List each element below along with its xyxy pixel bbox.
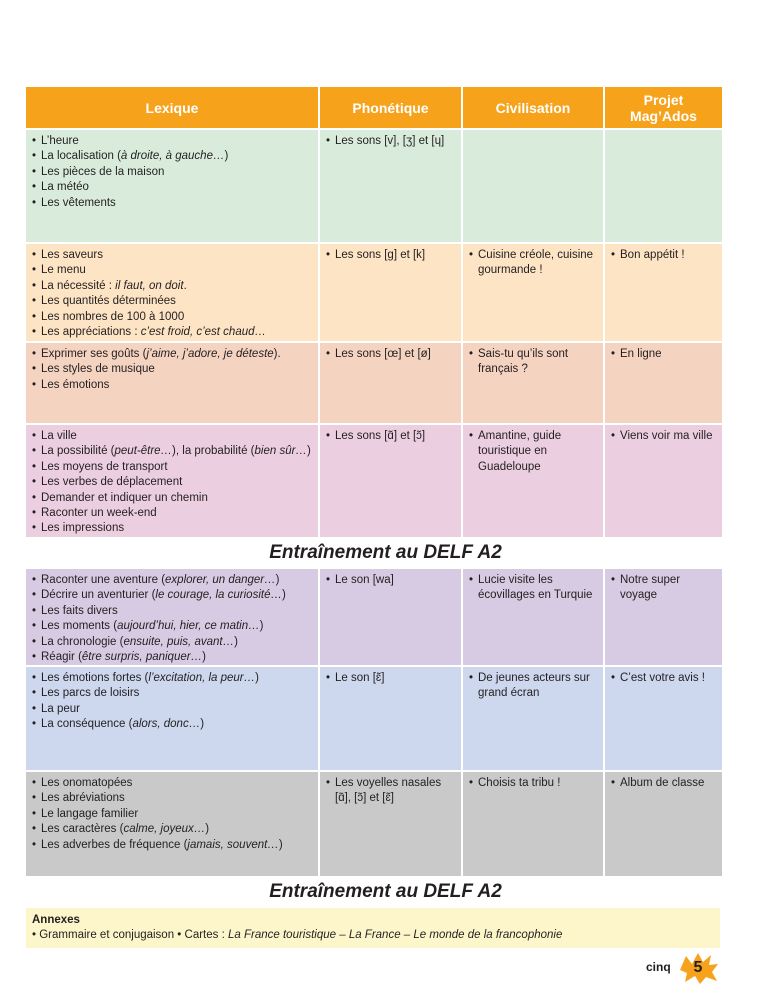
cell-phonetique [320, 343, 461, 423]
text-fragment: Les appréciations : [41, 326, 141, 339]
list-item: • Sais-tu qu’ils sont français ? [469, 347, 597, 378]
list-item: • Les verbes de déplacement [32, 475, 312, 490]
list-item: • Les saveurs [32, 248, 312, 263]
header-projet-line2: Mag’Ados [630, 107, 697, 124]
list-item: • Les abréviations [32, 791, 312, 806]
annexes-item-maps: La France touristique – La France – Le monde de la francophonie [228, 929, 563, 941]
bullet-list [32, 573, 312, 665]
list-item: • Lucie visite les écovillages en Turquie [469, 573, 597, 604]
bullet-list [611, 671, 716, 686]
cell-projet [605, 130, 722, 242]
bullet-list [326, 134, 455, 149]
table-header [26, 87, 720, 128]
list-item: • Raconter un week-end [32, 506, 312, 521]
list-item: • Les vêtements [32, 196, 312, 211]
delf-title-1: Entraînement au DELF A2 [269, 542, 502, 563]
text-fragment: aujourd’hui, hier, ce matin… [117, 620, 260, 633]
list-item [32, 671, 312, 686]
text-fragment: ). [273, 348, 281, 360]
cell-lexique [26, 425, 318, 537]
list-item [32, 149, 312, 164]
cell-lexique [26, 569, 318, 665]
annexes-box [26, 908, 720, 948]
cell-lexique [26, 343, 318, 423]
bullet-list [32, 134, 312, 211]
list-item [32, 650, 312, 665]
list-item: • Les impressions [32, 521, 312, 536]
text-fragment: ), la probabilité ( [172, 445, 255, 458]
cell-civilisation [463, 343, 603, 423]
bullet-list [326, 429, 455, 444]
annexes-item-grammar: Grammaire et conjugaison [39, 929, 175, 941]
text-fragment: Exprimer ses goûts ( [41, 348, 147, 360]
cell-civilisation [463, 772, 603, 876]
cell-civilisation [463, 130, 603, 242]
list-item [32, 717, 312, 732]
text-fragment: calme, joyeux… [123, 823, 206, 836]
cell-lexique [26, 244, 318, 341]
cell-projet [605, 569, 722, 665]
bullet-list [611, 776, 716, 791]
text-fragment: Les caractères ( [41, 823, 124, 836]
text-fragment: Réagir ( [41, 651, 82, 664]
text-fragment: peut-être… [114, 445, 173, 458]
bullet-list [326, 248, 455, 263]
annexes-title: Annexes [32, 914, 80, 926]
header-civilisation: Civilisation [463, 87, 603, 128]
text-fragment: Les adverbes de fréquence ( [41, 838, 188, 851]
list-item: • Le son [wa] [326, 573, 455, 588]
text-fragment: à droite, à gauche… [120, 150, 225, 163]
text-fragment: jamais, souvent… [187, 838, 279, 851]
text-fragment: être surpris, paniquer… [81, 651, 203, 664]
list-item [32, 325, 312, 340]
cell-lexique [26, 772, 318, 876]
cell-phonetique [320, 569, 461, 665]
text-fragment: ) [275, 574, 280, 586]
list-item: • Les sons [v], [ʒ] et [ɥ] [326, 134, 455, 149]
text-fragment: ensuite, puis, avant… [123, 635, 235, 648]
units-block-1 [26, 130, 720, 537]
list-item: • Les sons [g] et [k] [326, 248, 455, 263]
text-fragment: ) [234, 635, 238, 648]
bullet-list [326, 776, 455, 807]
bullet-list [326, 573, 455, 588]
text-fragment: alors, donc… [132, 718, 201, 731]
bullet-list [326, 347, 455, 362]
list-item: • Les onomatopées [32, 776, 312, 791]
header-phonetique: Phonétique [320, 87, 461, 128]
cell-projet [605, 425, 722, 537]
list-item [32, 822, 312, 837]
bullet-list [611, 429, 716, 444]
bullet-list [32, 429, 312, 537]
units-block-2 [26, 569, 720, 876]
list-item: • La ville [32, 429, 312, 444]
list-item: • Les émotions [32, 378, 312, 393]
list-item: • Amantine, guide touristique en Guadeloupe [469, 429, 597, 475]
text-fragment: ) [281, 589, 286, 602]
header-lexique: Lexique [26, 87, 318, 128]
cell-phonetique [320, 667, 461, 770]
text-fragment: Décrire un aventurier ( [41, 589, 156, 602]
cell-civilisation [463, 667, 603, 770]
list-item: • Le son [ɛ̃] [326, 671, 455, 686]
list-item [32, 573, 312, 588]
bullet-list [469, 776, 597, 791]
list-item [32, 635, 312, 650]
bullet-list [469, 248, 597, 279]
cell-lexique [26, 667, 318, 770]
text-fragment: La localisation ( [41, 150, 121, 163]
bullet-list [469, 573, 597, 604]
header-projet [605, 87, 722, 128]
cell-civilisation [463, 569, 603, 665]
bullet-list [469, 429, 597, 475]
text-fragment: ) [255, 672, 259, 684]
annexes-content: • Grammaire et conjugaison • Cartes : La France touristique – La France – Le monde de la francophonie [32, 929, 563, 941]
text-fragment: La conséquence ( [41, 718, 133, 731]
cell-projet [605, 772, 722, 876]
cell-lexique [26, 130, 318, 242]
text-fragment: ) [278, 838, 283, 851]
list-item: • Les nombres de 100 à 1000 [32, 310, 312, 325]
cell-phonetique [320, 425, 461, 537]
list-item: • C’est votre avis ! [611, 671, 716, 686]
cell-phonetique [320, 130, 461, 242]
list-item: • Les pièces de la maison [32, 165, 312, 180]
text-fragment: . [183, 279, 187, 292]
list-item: • Album de classe [611, 776, 716, 791]
text-fragment: Les émotions fortes ( [41, 672, 149, 684]
cell-civilisation [463, 244, 603, 341]
cell-civilisation [463, 425, 603, 537]
text-fragment: il faut, on doit [115, 279, 184, 292]
list-item [32, 838, 312, 853]
list-item: • Viens voir ma ville [611, 429, 716, 444]
bullet-list [611, 248, 716, 263]
list-item [32, 444, 312, 459]
list-item: • Demander et indiquer un chemin [32, 491, 312, 506]
list-item: • L’heure [32, 134, 312, 149]
list-item: • Les quantités déterminées [32, 294, 312, 309]
list-item [32, 619, 312, 634]
list-item: • Les faits divers [32, 604, 312, 619]
header-projet-line1: Projet [643, 91, 684, 108]
text-fragment: j’aime, j’adore, je déteste [146, 348, 274, 360]
text-fragment: c’est froid, c’est chaud… [140, 326, 267, 339]
text-fragment: La nécessité : [41, 279, 116, 292]
cell-phonetique [320, 244, 461, 341]
text-fragment: La possibilité ( [41, 445, 115, 458]
list-item: • Les parcs de loisirs [32, 686, 312, 701]
list-item: • De jeunes acteurs sur grand écran [469, 671, 597, 702]
list-item: • Le menu [32, 263, 312, 278]
text-fragment: Les moments ( [41, 620, 118, 633]
bullet-list [469, 347, 597, 378]
text-fragment: La chronologie ( [41, 635, 124, 648]
list-item [32, 279, 312, 294]
annexes-item-maps-label: Cartes : [184, 929, 228, 941]
bullet-list [611, 573, 716, 604]
list-item [32, 588, 312, 603]
text-fragment: ) [202, 651, 206, 664]
list-item: • Choisis ta tribu ! [469, 776, 597, 791]
bullet-list [469, 671, 597, 702]
text-fragment: ) [306, 445, 311, 458]
bullet-list [326, 671, 455, 686]
bullet-list [32, 248, 312, 340]
cell-phonetique [320, 772, 461, 876]
list-item: • Notre super voyage [611, 573, 716, 604]
text-fragment: ) [205, 823, 210, 836]
list-item: • La météo [32, 180, 312, 195]
bullet-list [32, 671, 312, 733]
text-fragment: ) [224, 150, 229, 163]
list-item: • En ligne [611, 347, 716, 362]
cell-projet [605, 667, 722, 770]
bullet-list [32, 347, 312, 393]
list-item: • Cuisine créole, cuisine gourmande ! [469, 248, 597, 279]
cell-projet [605, 244, 722, 341]
list-item: • La peur [32, 702, 312, 717]
text-fragment: explorer, un danger… [165, 574, 276, 586]
text-fragment: le courage, la curiosité… [155, 589, 282, 602]
list-item: • Les sons [œ] et [ø] [326, 347, 455, 362]
delf-title-2: Entraînement au DELF A2 [269, 881, 502, 902]
text-fragment: bien sûr… [254, 445, 307, 458]
list-item [32, 347, 312, 362]
list-item: • Bon appétit ! [611, 248, 716, 263]
text-fragment: Raconter une aventure ( [41, 574, 166, 586]
page-number: 5 [693, 959, 703, 976]
page-number-badge [676, 950, 720, 986]
list-item: • Les moyens de transport [32, 460, 312, 475]
list-item: • Les styles de musique [32, 362, 312, 377]
list-item: • Les sons [ɑ̃] et [ɔ̃] [326, 429, 455, 444]
bullet-list [32, 776, 312, 853]
text-fragment: ) [259, 620, 264, 633]
list-item: • Les voyelles nasales [ɑ̃], [ɔ̃] et [ɛ̃] [326, 776, 455, 807]
text-fragment: l’excitation, la peur… [148, 672, 256, 684]
cell-projet [605, 343, 722, 423]
text-fragment: ) [200, 718, 205, 731]
bullet-list [611, 347, 716, 362]
page-word: cinq [646, 960, 671, 974]
list-item: • Le langage familier [32, 807, 312, 822]
